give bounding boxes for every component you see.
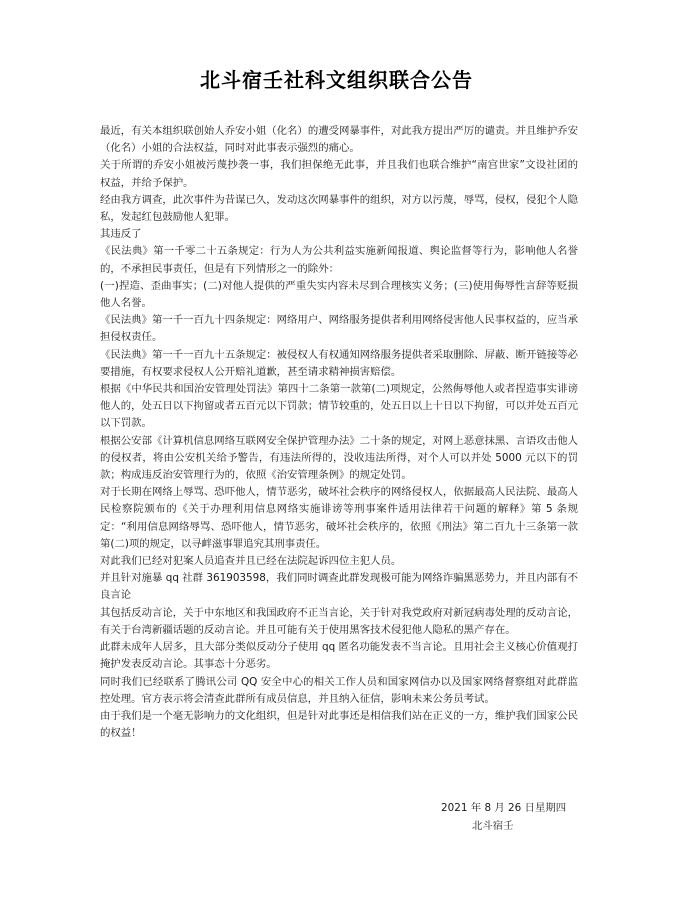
paragraph: 根据《中华民共和国治安管理处罚法》第四十二条第一款第(二)项规定，公然侮辱他人或者捏造事实诽谤他人的，处五日以下拘留或者五百元以下罚款；情节较重的，处五日以上十日以下拘留，可以并处五百元以下罚款。	[100, 383, 578, 430]
paragraph: 此群未成年人居多，且大部分类似反动分子使用 qq 匿名功能发表不当言论。且用社会主义核心价值观打掩护发表反动言论。其事态十分恶劣。	[100, 641, 578, 671]
paragraph: (一)捏造、歪曲事实；(二)对他人提供的严重失实内容未尽到合理核实义务；(三)使用侮辱性言辞等贬损他人名誉。	[100, 279, 578, 310]
paragraph: 其包括反动言论，关于中东地区和我国政府不正当言论，关于针对我党政府对新冠病毒处理的反动言论，有关于台湾新疆话题的反动言论。并且可能有关于使用黑客技术侵犯他人隐私的黑产存在。	[100, 606, 578, 636]
signature-date: 2021 年 8 月 26 日星期四	[441, 802, 567, 814]
paragraph: 由于我们是一个毫无影响力的文化组织，但是针对此事还是相信我们站在正义的一方，维护我们国家公民的权益！	[100, 709, 578, 740]
document-title: 北斗宿壬社科文组织联合公告	[200, 68, 473, 92]
paragraph: 《民法典》第一千一百九十五条规定：被侵权人有权通知网络服务提供者采取删除、屏蔽、断开链接等必要措施，有权要求侵权人公开赔礼道歉，甚至请求精神损害赔偿。	[100, 348, 578, 378]
document-body	[100, 123, 578, 742]
paragraph: 根据公安部《计算机信息网络互联网安全保护管理办法》二十条的规定，对网上恶意抹黑、言语攻击他人的侵权者，将由公安机关给予警告，有违法所得的，没收违法所得，对个人可以并处 5000 元以下的罚款；构成违反治安管理行为的，依照《治安管理条例》的规定处罚。	[100, 434, 578, 482]
paragraph: 对此我们已经对犯案人员追查并且已经在法院起诉四位主犯人员。	[100, 555, 402, 568]
paragraph: 《民法典》第一千零二十五条规定：行为人为公共利益实施新闻报道、舆论监督等行为，影响他人名誉的，不承担民事责任，但是有下列情形之一的除外：	[100, 245, 578, 275]
paragraph: 并且针对施暴 qq 社群 361903598，我们同时调查此群发现极可能为网络诈骗黑恶势力，并且内部有不良言论	[100, 572, 578, 602]
paragraph: 对于长期在网络上辱骂、恐吓他人，情节恶劣，破坏社会秩序的网络侵权人，依据最高人民法院、最高人民检察院颁布的《关于办理利用信息网络实施诽谤等刑事案件适用法律若干问题的解释》第 5 条规定：“利用信息网络辱骂、恐吓他人，情节恶劣，破坏社会秩序的，依照《刑法》第二百九十三条第一款第(二)项的规定，以寻衅滋事罪追究其刑事责任。	[100, 486, 578, 550]
paragraph: 最近，有关本组织联创始人乔安小姐（化名）的遭受网暴事件，对此我方提出严厉的谴责。并且维护乔安（化名）小姐的合法权益，同时对此事表示强烈的痛心。	[100, 125, 578, 155]
paragraph: 《民法典》第一千一百九十四条规定：网络用户、网络服务提供者利用网络侵害他人民事权益的，应当承担侵权责任。	[100, 314, 578, 344]
paragraph: 经由我方调查，此次事件为昔谋已久，发动这次网暴事件的组织，对方以污蔑，辱骂，侵权，侵犯个人隐私，发起红包鼓励他人犯罪。	[100, 193, 578, 224]
signature-name: 北斗宿壬	[472, 820, 514, 832]
paragraph: 其违反了	[100, 228, 142, 241]
paragraph: 同时我们已经联系了腾讯公司 QQ 安全中心的相关工作人员和国家网信办以及国家网络督察组对此群监控处理。官方表示将会清查此群所有成员信息，并且纳入征信，影响未来公务员考试。	[100, 675, 578, 705]
paragraph: 关于所谓的乔安小姐被污蔑抄袭一事，我们担保绝无此事，并且我们也联合维护“南宫世家”文设社团的权益，并给予保护。	[100, 159, 578, 189]
